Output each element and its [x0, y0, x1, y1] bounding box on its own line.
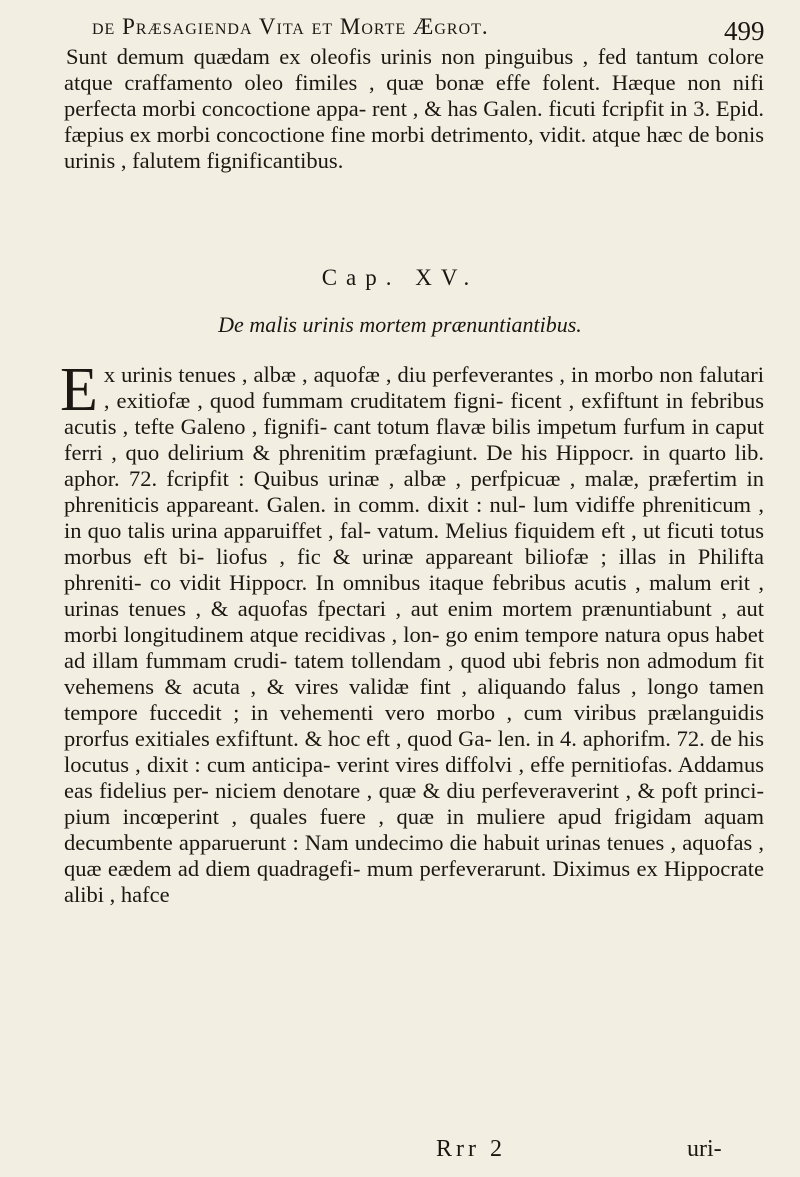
- paragraph-2-block: [60, 356, 764, 908]
- running-title: de Præsagienda Vita et Morte Ægrot.: [92, 14, 489, 39]
- drop-cap: E: [60, 356, 98, 424]
- chapter-heading: Cap. XV.: [321, 265, 479, 290]
- paragraph-2: x urinis tenues , albæ , aquofæ , diu perfeverantes , in morbo non falutari , exitiofæ , quod fummam cruditatem figni- ficent , exfiftunt in febribus acutis , tefte Galeno , fignifi- cant totum flavæ bilis impetum furfum in caput ferri , quo delirium & phrenitim præfagiunt. De his Hippocr. in quarto lib. aphor. 72. fcripfit : Quibus urinæ , albæ , perfpicuæ , malæ, præfertim in phreniticis appareant. Galen. in comm. dixit : nul- lum vidiffe phreniticum , in quo talis urina apparuiffet , fal- vatum. Melius fiquidem eft , ut ficuti totus morbus eft bi- liofus , fic & urinæ appareant biliofæ ; illas in Philifta phreniti- co vidit Hippocr. In omnibus itaque febribus acutis , malum erit , urinas tenues , & aquofas fpectari , aut enim mortem prænuntiabunt , aut morbi longitudinem atque recidivas , lon- go enim tempore natura opus habet ad illam fummam crudi- tatem tollendam , quod ubi febris non admodum fit vehemens & acuta , & vires validæ fint , aliquando falus , longo tamen tempore fuccedit ; in vehementi vero morbo , cum viribus prælanguidis prorfus exitiales exfiftunt. & hoc eft , quod Ga- len. in 4. aphorifm. 72. de his locutus , dixit : cum anticipa- verint vires diffolvi , effe pernitiofas. Addamus eas fidelius per- niciem denotare , quæ & diu perfeveraverint , & poft princi- pium incœperint , quales fuere , quæ in muliere apud frigidam aquam decumbente apparuerunt : Nam undecimo die habuit urinas tenues , aquofas , quæ eædem ad diem quadragefi- mum perfeverarunt. Diximus ex Hippocrate alibi , hafce: [64, 362, 764, 907]
- page-number: 499: [724, 16, 765, 46]
- signature-mark: Rrr 2: [436, 1136, 506, 1162]
- paragraph-1: Sunt demum quædam ex oleofis urinis non pinguibus , fed tantum colore atque craffamento oleo fimiles , quæ bonæ effe folent. Hæque non nifi perfecta morbi concoctione appa- rent , & has Galen. ficuti fcripfit in 3. Epid. fæpius ex morbi concoctione fine morbi detrimento, vidit. atque hæc de bonis urinis , falutem fignificantibus.: [64, 44, 764, 173]
- chapter-subtitle: De malis urinis mortem prænuntiantibus.: [218, 312, 582, 337]
- catchword: uri-: [687, 1136, 722, 1162]
